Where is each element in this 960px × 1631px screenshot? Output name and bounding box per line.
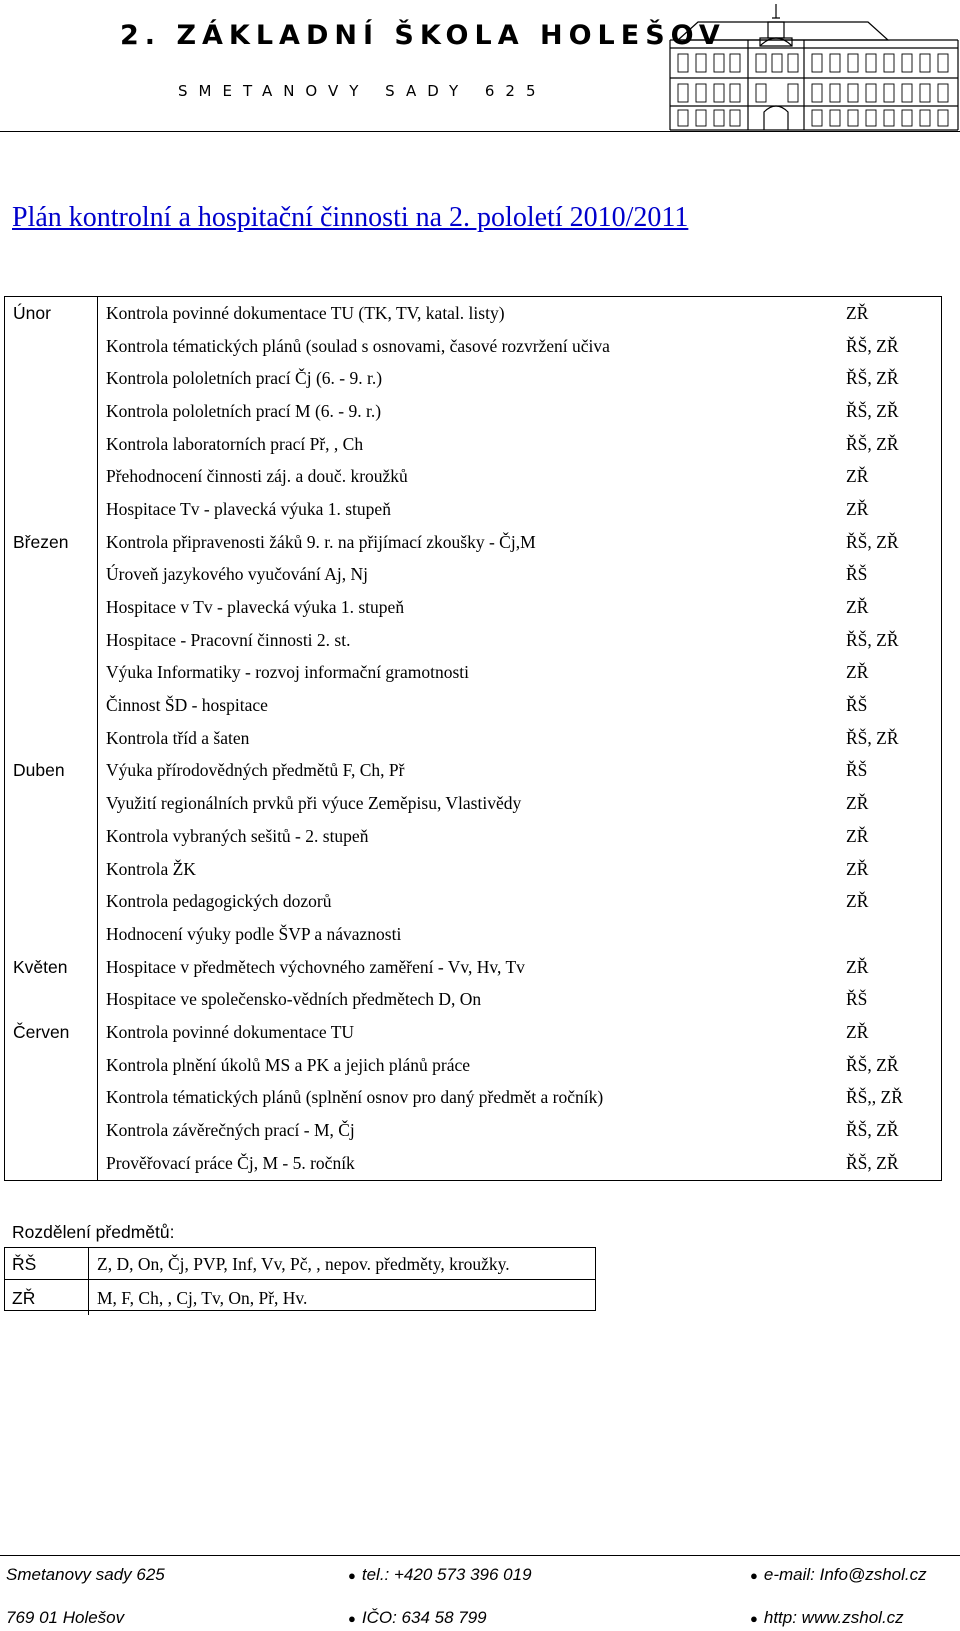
plan-responsible: ŘŠ, ZŘ bbox=[846, 531, 899, 552]
plan-row bbox=[5, 951, 942, 984]
plan-activity: Hospitace v Tv - plavecká výuka 1. stupeň bbox=[106, 597, 405, 618]
plan-row bbox=[5, 1049, 942, 1082]
plan-row bbox=[5, 591, 942, 624]
footer-email bbox=[750, 1565, 927, 1585]
plan-month bbox=[5, 395, 98, 428]
plan-responsible: ŘŠ, ZŘ bbox=[846, 335, 899, 356]
plan-activity: Kontrola povinné dokumentace TU (TK, TV, katal. listy) bbox=[106, 302, 505, 323]
plan-month: Květen bbox=[5, 951, 98, 984]
plan-month bbox=[5, 918, 98, 951]
plan-month bbox=[5, 885, 98, 918]
plan-row bbox=[5, 657, 942, 690]
plan-row bbox=[5, 526, 942, 559]
plan-month bbox=[5, 1049, 98, 1082]
inspection-plan-table bbox=[4, 296, 942, 1181]
plan-activity: Prověřovací práce Čj, M - 5. ročník bbox=[98, 1147, 847, 1180]
plan-month bbox=[5, 689, 98, 722]
plan-activity: Kontrola tématických plánů (soulad s osnovami, časové rozvržení učiva bbox=[106, 335, 610, 356]
plan-responsible: ŘŠ, ZŘ bbox=[846, 727, 899, 748]
plan-month bbox=[5, 428, 98, 461]
plan-month bbox=[5, 722, 98, 755]
plan-month: Březen bbox=[5, 526, 98, 559]
plan-responsible: ZŘ bbox=[846, 1021, 869, 1042]
plan-row bbox=[5, 689, 942, 722]
header-rule bbox=[0, 131, 960, 132]
plan-month bbox=[5, 1114, 98, 1147]
plan-responsible: ŘŠ, ZŘ bbox=[846, 1054, 899, 1075]
plan-month bbox=[5, 559, 98, 592]
plan-row bbox=[5, 428, 942, 461]
plan-month bbox=[5, 983, 98, 1016]
plan-month bbox=[5, 853, 98, 886]
plan-row bbox=[5, 885, 942, 918]
footer-rule bbox=[0, 1555, 960, 1556]
plan-responsible: ZŘ bbox=[846, 793, 869, 814]
plan-activity: Přehodnocení činnosti záj. a douč. kroužků bbox=[106, 466, 408, 487]
plan-activity: Kontrola připravenosti žáků 9. r. na přijímací zkoušky - Čj,M bbox=[106, 531, 536, 552]
plan-month bbox=[5, 330, 98, 363]
plan-activity: Využití regionálních prvků při výuce Zeměpisu, Vlastivědy bbox=[106, 793, 522, 814]
plan-row bbox=[5, 787, 942, 820]
plan-activity: Hospitace v předmětech výchovného zaměření - Vv, Hv, Tv bbox=[106, 956, 525, 977]
footer-tel-text: tel.: +420 573 396 019 bbox=[361, 1565, 532, 1584]
plan-activity: Hospitace ve společensko-vědních předmětech D, On bbox=[106, 989, 482, 1010]
footer-ico-text: IČO: 634 58 799 bbox=[361, 1608, 487, 1627]
plan-activity: Kontrola tříd a šaten bbox=[106, 727, 250, 748]
plan-month: Červen bbox=[5, 1016, 98, 1049]
plan-month bbox=[5, 657, 98, 690]
footer-ico bbox=[348, 1608, 487, 1628]
plan-row bbox=[5, 1016, 942, 1049]
plan-activity: Kontrola závěrečných prací - M, Čj bbox=[106, 1120, 355, 1141]
plan-activity: Kontrola pedagogických dozorů bbox=[106, 891, 332, 912]
subjects-key: ŘŠ bbox=[4, 1247, 89, 1281]
plan-row bbox=[5, 1114, 942, 1147]
plan-responsible: ZŘ bbox=[846, 597, 869, 618]
subjects-table-divider bbox=[4, 1279, 596, 1280]
plan-activity: Výuka přírodovědných předmětů F, Ch, Př bbox=[106, 760, 405, 781]
plan-activity: Kontrola plnění úkolů MS a PK a jejich plánů práce bbox=[106, 1054, 471, 1075]
plan-month bbox=[5, 591, 98, 624]
plan-activity: Hodnocení výuky podle ŠVP a návaznosti bbox=[106, 923, 402, 944]
bullet-icon: ● bbox=[348, 1568, 356, 1583]
plan-row bbox=[5, 395, 942, 428]
footer-web bbox=[750, 1608, 904, 1628]
plan-row bbox=[5, 297, 942, 330]
plan-row bbox=[5, 559, 942, 592]
subjects-value: Z, D, On, Čj, PVP, Inf, Vv, Pč, , nepov. předměty, kroužky. bbox=[97, 1253, 510, 1274]
plan-month bbox=[5, 460, 98, 493]
school-name: 2. ZÁKLADNÍ ŠKOLA HOLEŠOV bbox=[120, 20, 726, 51]
plan-month bbox=[5, 1147, 98, 1180]
plan-month: Duben bbox=[5, 755, 98, 788]
plan-month bbox=[5, 624, 98, 657]
plan-responsible: ZŘ bbox=[846, 858, 869, 879]
plan-activity: Hospitace Tv - plavecká výuka 1. stupeň bbox=[106, 498, 391, 519]
plan-responsible: ŘŠ bbox=[846, 989, 868, 1010]
plan-responsible: ŘŠ, ZŘ bbox=[846, 368, 899, 389]
footer-web-text[interactable]: http: www.zshol.cz bbox=[763, 1608, 904, 1627]
plan-responsible bbox=[846, 918, 942, 951]
plan-responsible: ZŘ bbox=[846, 662, 869, 683]
plan-row bbox=[5, 983, 942, 1016]
plan-activity: Kontrola pololetních prací Čj (6. - 9. r.) bbox=[106, 368, 383, 389]
plan-activity: Hospitace - Pracovní činnosti 2. st. bbox=[106, 629, 351, 650]
plan-row bbox=[5, 1082, 942, 1115]
plan-row bbox=[5, 493, 942, 526]
plan-month bbox=[5, 362, 98, 395]
plan-activity: Kontrola tématických plánů (splnění osnov pro daný předmět a ročník) bbox=[106, 1087, 604, 1108]
plan-activity: Činnost ŠD - hospitace bbox=[106, 695, 268, 716]
plan-responsible: ŘŠ bbox=[846, 695, 868, 716]
letterhead bbox=[0, 0, 960, 133]
plan-row bbox=[5, 722, 942, 755]
subjects-heading: Rozdělení předmětů: bbox=[12, 1222, 175, 1242]
plan-row bbox=[5, 362, 942, 395]
footer-tel bbox=[348, 1565, 532, 1585]
plan-row bbox=[5, 1147, 942, 1180]
plan-responsible: ŘŠ, ZŘ bbox=[846, 629, 899, 650]
plan-responsible: ŘŠ, ZŘ bbox=[846, 400, 899, 421]
plan-month bbox=[5, 787, 98, 820]
school-building-logo bbox=[668, 0, 960, 133]
plan-activity: Výuka Informatiky - rozvoj informační gramotnosti bbox=[106, 662, 470, 683]
school-address: SMETANOVY SADY 625 bbox=[178, 82, 547, 100]
plan-row bbox=[5, 853, 942, 886]
plan-month bbox=[5, 820, 98, 853]
plan-month bbox=[5, 493, 98, 526]
plan-responsible: ŘŠ bbox=[846, 760, 868, 781]
plan-row bbox=[5, 330, 942, 363]
plan-activity: Kontrola vybraných sešitů - 2. stupeň bbox=[106, 825, 369, 846]
footer-city: 769 01 Holešov bbox=[6, 1608, 125, 1627]
footer-email-text[interactable]: e-mail: Info@zshol.cz bbox=[763, 1565, 927, 1584]
plan-responsible: ZŘ bbox=[846, 825, 869, 846]
subjects-value: M, F, Ch, , Cj, Tv, On, Př, Hv. bbox=[97, 1287, 308, 1308]
subjects-row bbox=[4, 1281, 942, 1315]
plan-activity: Úroveň jazykového vyučování Aj, Nj bbox=[106, 564, 368, 585]
plan-activity: Kontrola ŽK bbox=[106, 858, 196, 879]
plan-month bbox=[5, 1082, 98, 1115]
document-title: Plán kontrolní a hospitační činnosti na 2. pololetí 2010/2011 bbox=[12, 202, 689, 233]
plan-responsible: ZŘ bbox=[846, 891, 869, 912]
plan-responsible: ZŘ bbox=[846, 956, 869, 977]
plan-responsible: ŘŠ, ZŘ bbox=[846, 1147, 942, 1180]
subjects-key: ZŘ bbox=[4, 1281, 89, 1315]
plan-row bbox=[5, 460, 942, 493]
plan-row bbox=[5, 820, 942, 853]
plan-month: Únor bbox=[5, 297, 98, 330]
plan-responsible: ŘŠ, ZŘ bbox=[846, 1120, 899, 1141]
plan-responsible: ZŘ bbox=[846, 498, 869, 519]
subjects-table bbox=[4, 1247, 942, 1315]
plan-activity: Kontrola povinné dokumentace TU bbox=[106, 1021, 355, 1042]
plan-responsible: ZŘ bbox=[846, 466, 869, 487]
plan-row bbox=[5, 755, 942, 788]
plan-responsible: ZŘ bbox=[846, 302, 869, 323]
subjects-row bbox=[4, 1247, 942, 1281]
plan-responsible: ŘŠ, ZŘ bbox=[846, 433, 899, 454]
bullet-icon: ● bbox=[750, 1568, 758, 1583]
bullet-icon: ● bbox=[750, 1611, 758, 1626]
plan-row bbox=[5, 918, 942, 951]
plan-responsible: ŘŠ,, ZŘ bbox=[846, 1087, 903, 1108]
bullet-icon: ● bbox=[348, 1611, 356, 1626]
plan-responsible: ŘŠ bbox=[846, 564, 868, 585]
plan-row bbox=[5, 624, 942, 657]
footer-street: Smetanovy sady 625 bbox=[6, 1565, 165, 1584]
plan-activity: Kontrola pololetních prací M (6. - 9. r.) bbox=[106, 400, 382, 421]
plan-activity: Kontrola laboratorních prací Př, , Ch bbox=[106, 433, 364, 454]
